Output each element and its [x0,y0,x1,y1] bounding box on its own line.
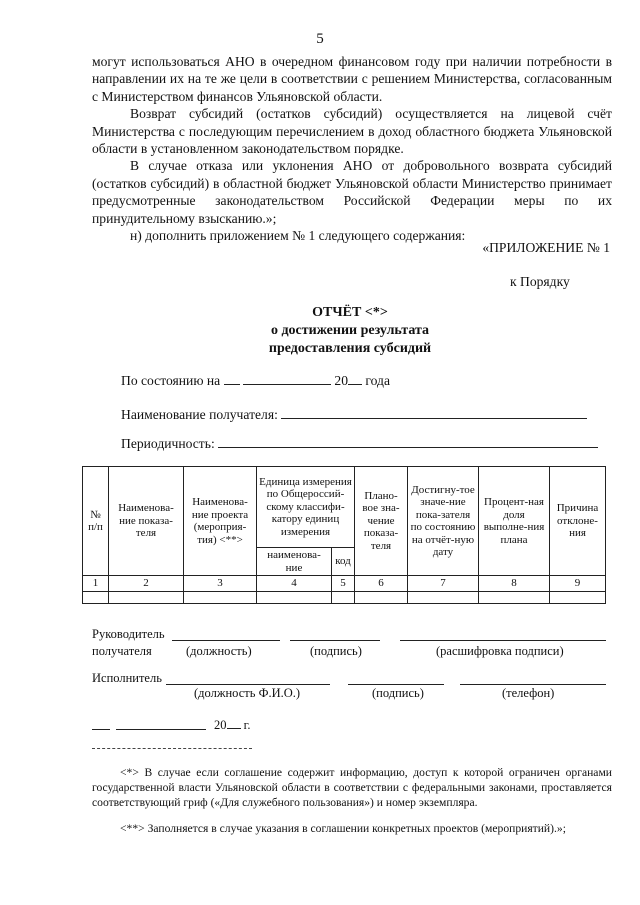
as-of-year: 20 [334,373,348,388]
empty-cell [332,591,355,603]
day-blank [224,372,240,385]
recipient-word: получателя [92,644,152,658]
paragraph-2: Возврат субсидий (остатков субсидий) осуществляется на лицевой счёт Министерства с последующим перечислением в доход областного бюджета Ульяновской области в установленном законодательством порядке. [92,106,612,157]
date-suffix: г. [243,718,251,732]
paragraph-1: могут использоваться АНО в очередном финансовом году при наличии потребности в направлении их на те же цели в соответствии с решением Министерства, согласованным с Министерством финансов Ульяновской области. [92,54,612,104]
num-cell: 2 [109,576,184,592]
th-indicator: Наименова-ние показа-теля [109,467,184,576]
num-cell: 8 [479,576,550,592]
num-cell: 7 [408,576,479,592]
th-reason: Причина отклоне-ния [550,467,606,576]
report-title [0,304,640,358]
phone-caption: (телефон) [502,686,555,700]
num-cell: 4 [257,576,332,592]
periodicity-blank [218,435,598,448]
footnote-1: <*> В случае если соглашение содержит информацию, доступ к которой ограничен органами государственной власти Ульяновской области в соответствии с федеральными законами, проставляется соответствующий гриф («Для служебного пользования») и номер экземпляра. [92,766,612,810]
paragraph-3: В случае отказа или уклонения АНО от добровольного возврата субсидий (остатков субсидий) в областной бюджет Ульяновской области Министерство принимает предусмотренные законодательством Российской Федерации меры по их принудительному взысканию.»; [92,158,612,226]
periodicity-field [121,435,598,452]
as-of-field [121,372,390,389]
date-year-value: 20 [214,718,227,732]
th-percent: Процент-ная доля выполне-ния плана [479,467,550,576]
recipient-label: Наименование получателя: [121,407,278,422]
report-title-line3: предоставления субсидий [268,341,432,356]
empty-cell [83,591,109,603]
empty-cell [355,591,408,603]
paragraph-4: н) дополнить приложением № 1 следующего содержания: [130,228,466,244]
month-blank [243,372,331,385]
executor-fio-line [166,684,330,685]
num-cell: 3 [184,576,257,592]
executor-label: Исполнитель [92,671,162,685]
date-month-line [116,729,206,730]
th-project: Наименова-ние проекта (мероприя-тия) <**> [184,467,257,576]
empty-cell [408,591,479,603]
th-number: № п/п [83,467,109,576]
th-planned: Плано-вое зна-чение показа-теля [355,467,408,576]
report-title-line1: ОТЧЁТ <*> [312,305,388,320]
head-label: Руководитель [92,627,165,641]
report-title-line2: о достижении результата [270,323,430,338]
page-number: 5 [316,31,324,47]
head-decoding-line [400,640,606,641]
date-year [214,716,250,733]
as-of-label: По состоянию на [121,373,221,388]
footnote-2: <**> Заполняется в случае указания в соглашении конкретных проектов (мероприятий).»; [120,822,566,835]
recipient-field [121,406,587,423]
signature-caption: (подпись) [310,644,362,658]
footnote-separator [92,748,252,749]
th-unit: Единица измерения по Общероссий-скому классифи-катору единиц измерения [257,467,355,548]
empty-cell [184,591,257,603]
appendix-title: «ПРИЛОЖЕНИЕ № 1 [482,240,610,255]
num-cell: 6 [355,576,408,592]
executor-signature-line [348,684,444,685]
num-cell: 9 [550,576,606,592]
th-achieved: Достигну-тое значе-ние пока-зателя по состоянию на отчёт-ную дату [408,467,479,576]
position-fio-caption: (должность Ф.И.О.) [194,686,301,700]
executor-phone-line [460,684,606,685]
position-caption: (должность) [186,644,252,658]
empty-cell [109,591,184,603]
appendix-subtitle: к Порядку [510,274,570,289]
year-blank [348,372,362,385]
th-unit-code: код [332,548,355,576]
recipient-blank [281,406,587,419]
empty-cell [257,591,332,603]
th-unit-name: наименова-ние [257,548,332,576]
num-cell: 5 [332,576,355,592]
report-table [82,466,606,604]
date-day-line [92,729,110,730]
body-text [92,53,612,244]
date-year-blank [227,716,241,729]
as-of-suffix: года [365,373,390,388]
signature2-caption: (подпись) [372,686,424,700]
empty-cell [479,591,550,603]
head-position-line [172,640,280,641]
periodicity-label: Периодичность: [121,436,215,451]
empty-cell [550,591,606,603]
decoding-caption: (расшифровка подписи) [436,644,564,658]
head-signature-line [290,640,380,641]
num-cell: 1 [83,576,109,592]
